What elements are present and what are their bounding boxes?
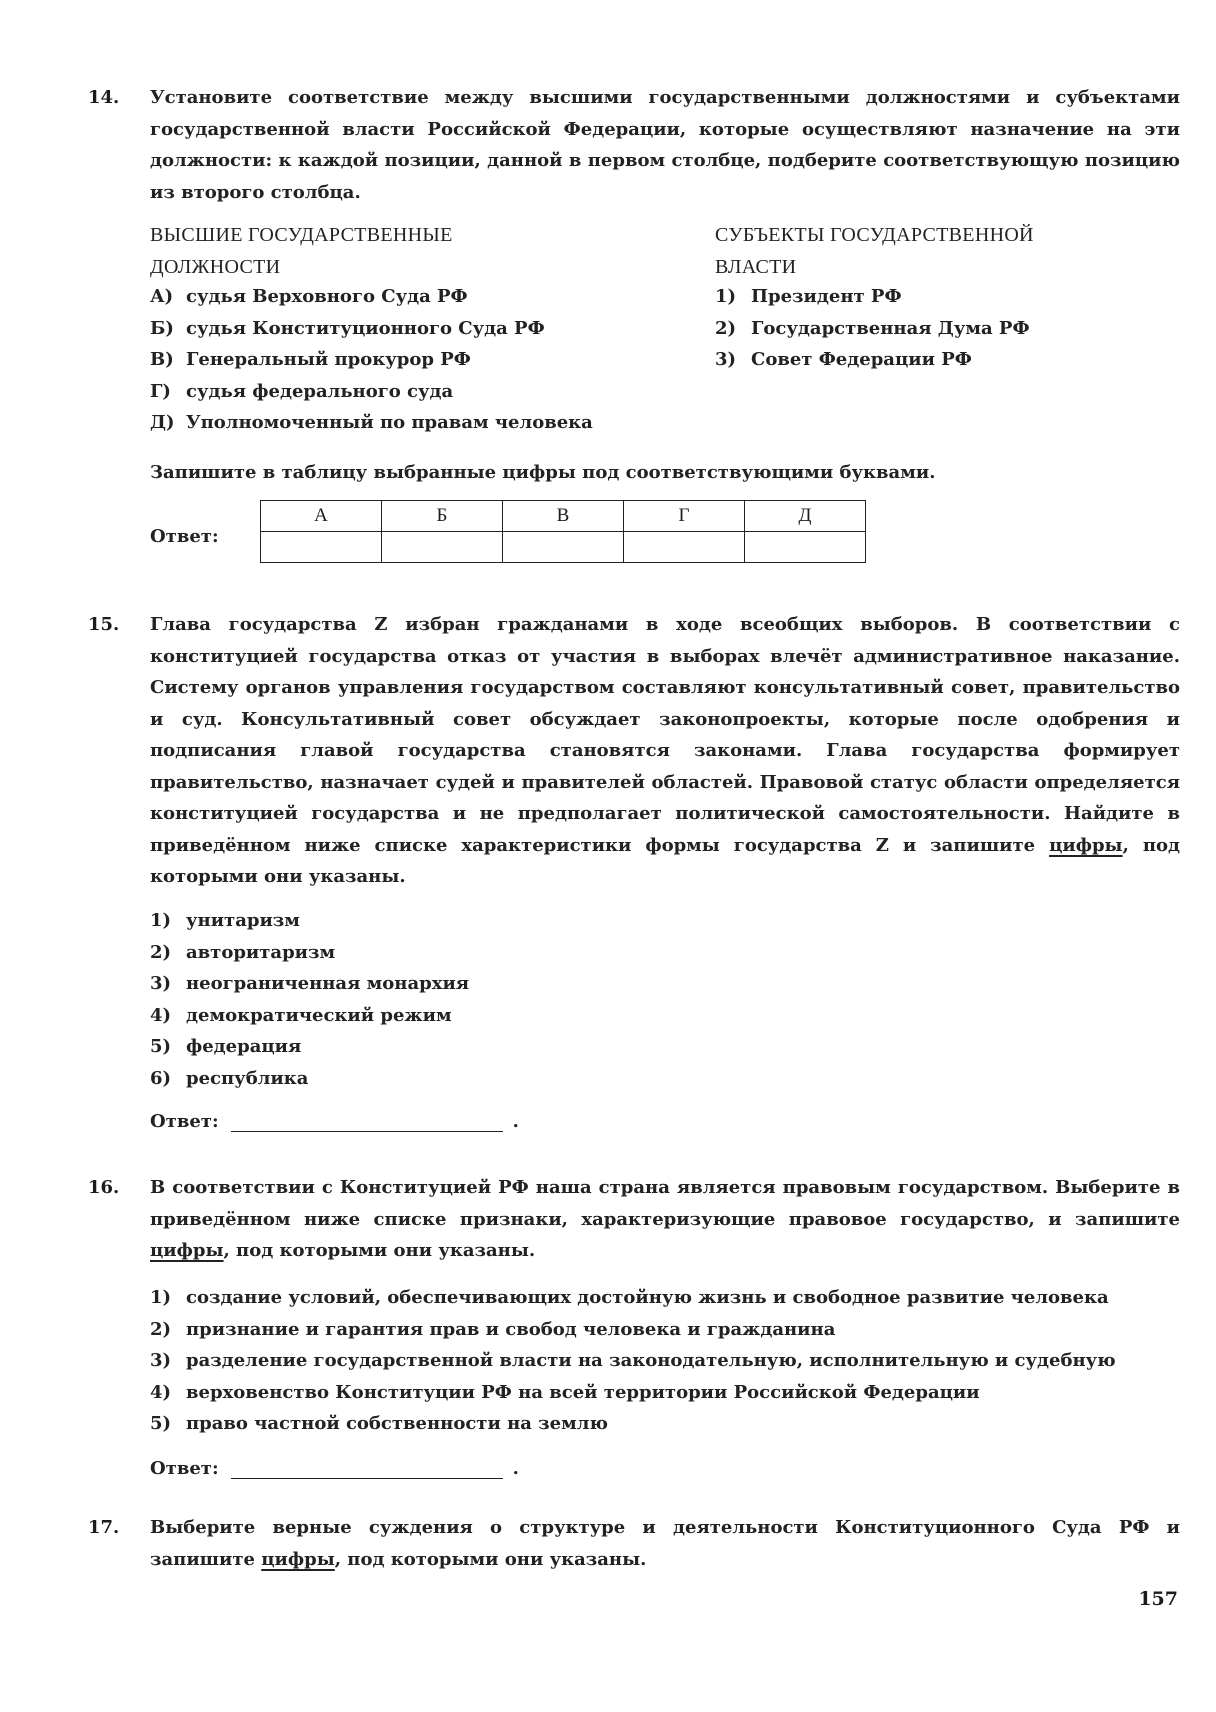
answer-line: Ответ: .	[150, 1458, 519, 1479]
emphasis: цифры	[150, 1240, 224, 1261]
task-number: 15.	[88, 614, 120, 635]
list-item: 6) республика	[150, 1067, 309, 1089]
table-header-cell: В	[503, 501, 624, 532]
answer-label: Ответ:	[150, 526, 219, 547]
answer-cell[interactable]	[503, 532, 624, 563]
column-header: СУБЪЕКТЫ ГОСУДАРСТВЕННОЙ	[715, 224, 1034, 246]
list-item: 3) неограниченная монархия	[150, 973, 470, 994]
answer-input[interactable]	[231, 1113, 503, 1132]
list-item: В) Генеральный прокурор РФ	[150, 349, 471, 370]
list-item: Б) судья Конституционного Суда РФ	[150, 317, 545, 339]
answer-line: Ответ: .	[150, 1111, 519, 1132]
task-text: Установите соответствие между высшими государственными должностями и субъектами государственной власти Российской Федерации, которые осуществляют назначение на эти должности: к каждой позиции, данной в первом столбце, подберите соответствующую позицию из второго столбца.	[150, 87, 1180, 203]
list-item: 3) Совет Федерации РФ	[715, 349, 972, 370]
list-item: 1) унитаризм	[150, 910, 300, 931]
table-header-cell: А	[261, 501, 382, 532]
list-item: 5) федерация	[150, 1036, 302, 1057]
emphasis: цифры	[261, 1548, 335, 1570]
list-item: Г) судья федерального суда	[150, 380, 454, 402]
table-header-cell: Г	[624, 501, 745, 532]
list-item: 4) верховенство Конституции РФ на всей территории Российской Федерации	[150, 1381, 980, 1403]
answer-table	[260, 500, 866, 563]
list-item: 1) Президент РФ	[715, 286, 902, 307]
column-header: ВЫСШИЕ ГОСУДАРСТВЕННЫЕ	[150, 224, 453, 246]
task-text: Глава государства Z избран гражданами в ходе всеобщих выборов. В соответствии с конституцией государства отказ от участия в выборах влечёт административное наказание. Систему органов управления государством составляют консультативный совет, правительство и суд. Консультативный совет обсуждает законопроекты, которые после одобрения и подписания главой государства становятся законами. Глава государства формирует правительство, назначает судей и правителей областей. Правовой статус области определяется конституцией государства и не предполагает политической самостоятельности. Найдите в приведённом ниже списке характеристики формы государства Z и запишите цифры, под которыми они указаны.	[150, 614, 1180, 887]
answer-cell[interactable]	[745, 532, 866, 563]
task-text: Выберите верные суждения о структуре и деятельности Конституционного Суда РФ и запишите цифры, под которыми они указаны.	[150, 1517, 1180, 1570]
answer-label: Ответ:	[150, 1111, 219, 1132]
list-item: 2) авторитаризм	[150, 941, 336, 963]
list-item: А) судья Верховного Суда РФ	[150, 286, 468, 307]
list-item: 4) демократический режим	[150, 1004, 452, 1026]
list-item: 1) создание условий, обеспечивающих достойную жизнь и свободное развитие человека	[150, 1287, 1109, 1308]
list-item: 3) разделение государственной власти на законодательную, исполнительную и судебную	[150, 1350, 1116, 1371]
instruction: Запишите в таблицу выбранные цифры под соответствующими буквами.	[150, 462, 936, 483]
answer-cell[interactable]	[261, 532, 382, 563]
task-number: 16.	[88, 1177, 120, 1198]
left-column	[150, 219, 670, 439]
answer-input[interactable]	[231, 1460, 503, 1479]
answer-label: Ответ:	[150, 1458, 219, 1479]
list-item: 5) право частной собственности на землю	[150, 1413, 608, 1434]
task-number: 17.	[88, 1517, 120, 1538]
list-item: Д) Уполномоченный по правам человека	[150, 412, 593, 433]
column-header: ВЛАСТИ	[715, 256, 797, 278]
answer-cell[interactable]	[624, 532, 745, 563]
emphasis: цифры	[1049, 834, 1123, 856]
answer-cell[interactable]	[382, 532, 503, 563]
options-list	[150, 905, 469, 1094]
task-text: В соответствии с Конституцией РФ наша страна является правовым государством. Выберите в приведённом ниже списке признаки, характеризующие правовое государство, и запишите цифры, под которыми они указаны.	[150, 1177, 1180, 1261]
page-number: 157	[1138, 1588, 1178, 1610]
right-column	[715, 219, 1175, 376]
list-item: 2) Государственная Дума РФ	[715, 317, 1030, 339]
options-list	[150, 1282, 1116, 1440]
table-header-cell: Д	[745, 501, 866, 532]
list-item: 2) признание и гарантия прав и свобод человека и гражданина	[150, 1318, 836, 1340]
table-header-cell: Б	[382, 501, 503, 532]
column-header: ДОЛЖНОСТИ	[150, 256, 281, 278]
task-number: 14.	[88, 87, 120, 108]
